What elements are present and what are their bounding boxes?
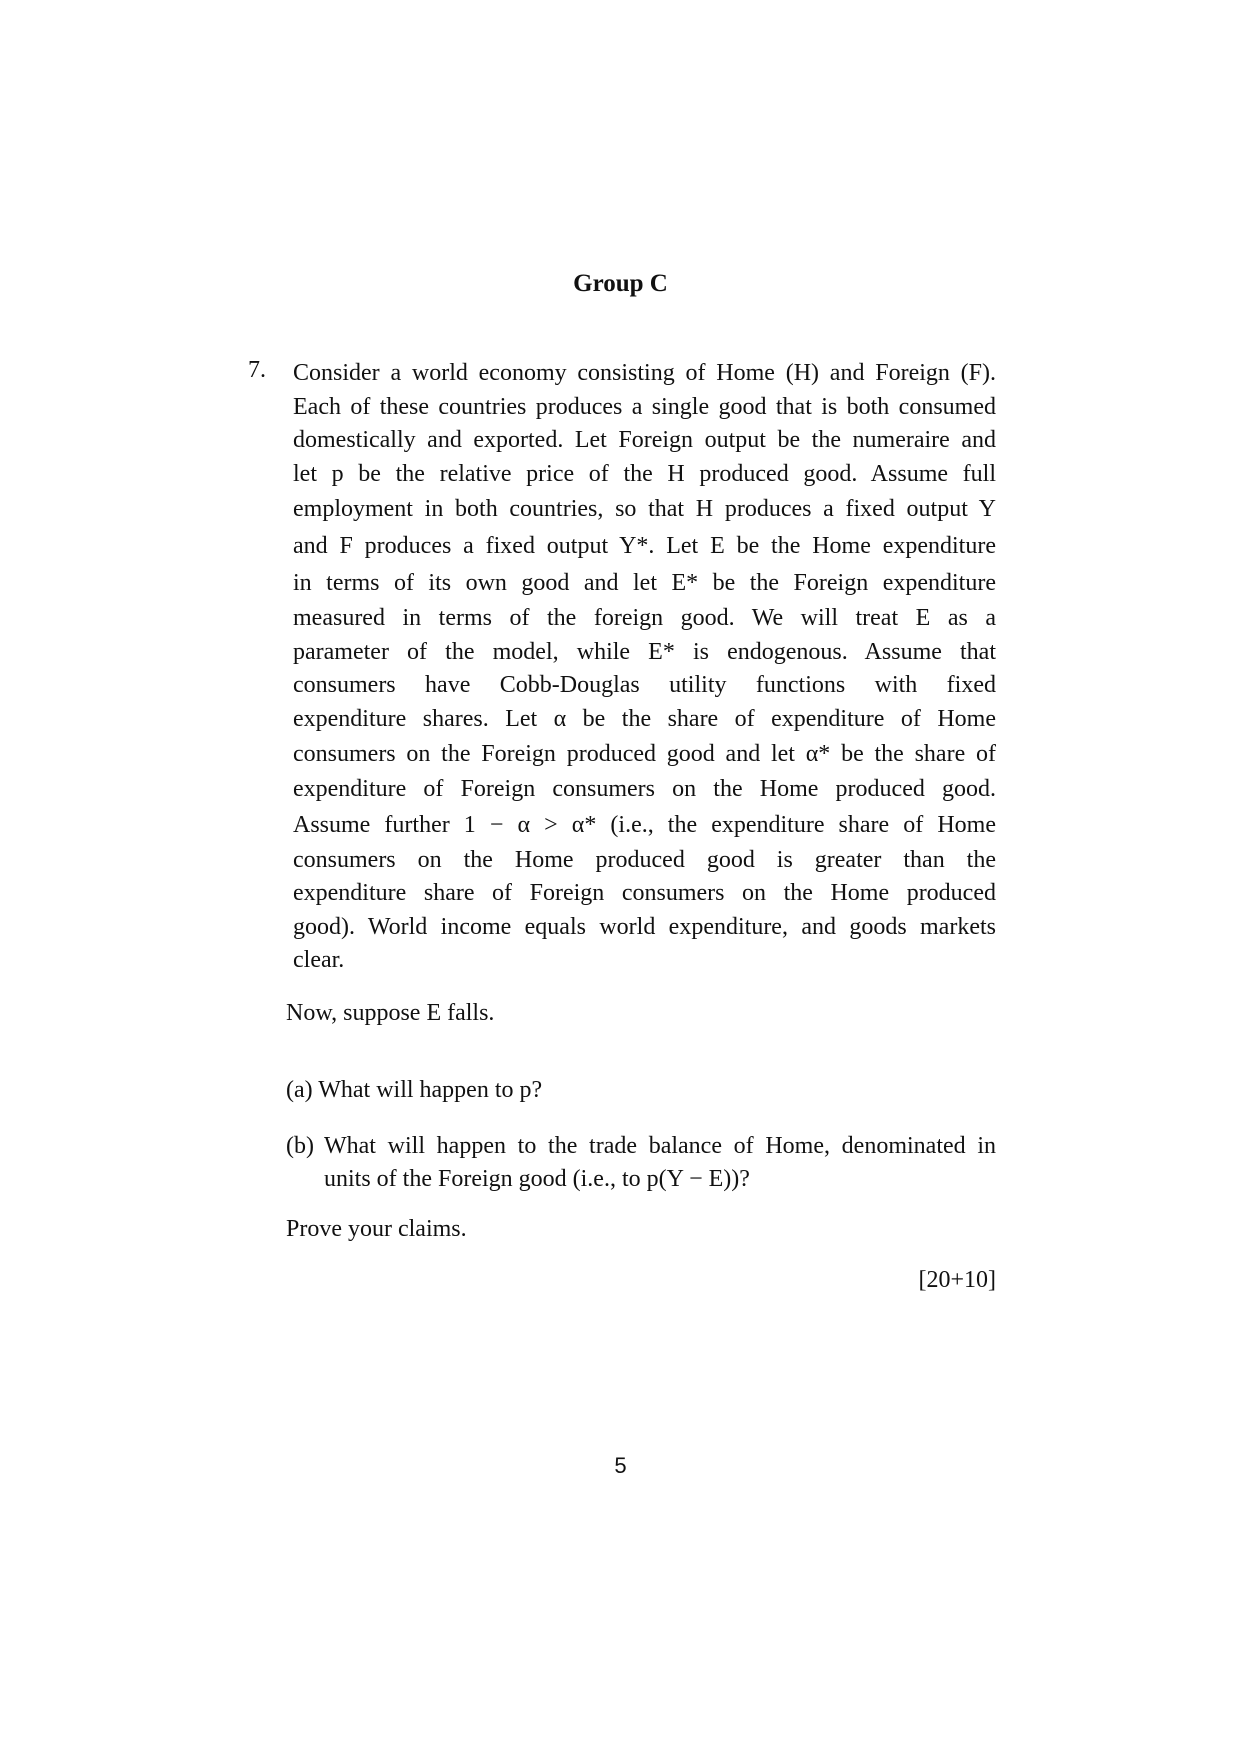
part-text: units of the Foreign good (i.e., to p(Y − E))? [324, 1166, 750, 1192]
question-line: expenditure share of Foreign consumers on the Home produced [293, 880, 996, 906]
closing-instruction: Prove your claims. [286, 1216, 467, 1242]
part-text: What will happen to p? [318, 1077, 543, 1103]
part-label: (b) [286, 1133, 314, 1159]
question-line: and F produces a fixed output Y*. Let E be the Home expenditure [293, 533, 996, 559]
question-body [293, 357, 996, 978]
question-line: consumers have Cobb-Douglas utility functions with fixed [293, 672, 996, 698]
prompt-text: Now, suppose E falls. [286, 1000, 495, 1026]
page-number: 5 [614, 1453, 627, 1478]
question-line: expenditure shares. Let α be the share of expenditure of Home [293, 705, 996, 732]
marks-allocation: [20+10] [918, 1267, 996, 1293]
question-line: let p be the relative price of the H produced good. Assume full [293, 460, 996, 487]
question-line: consumers on the Foreign produced good and let α* be the share of [293, 741, 996, 767]
question-line: Consider a world economy consisting of Home (H) and Foreign (F). [293, 360, 996, 386]
question-line: Each of these countries produces a single good that is both consumed [293, 393, 996, 420]
question-line: domestically and exported. Let Foreign output be the numeraire and [293, 427, 996, 453]
question-line: Assume further 1 − α > α* (i.e., the expenditure share of Home [293, 811, 996, 838]
question-number: 7. [248, 357, 266, 383]
question-line: expenditure of Foreign consumers on the Home produced good. [293, 776, 996, 802]
part-a [286, 1074, 542, 1107]
part-text: What will happen to the trade balance of Home, denominated in [324, 1133, 996, 1159]
part-b [286, 1130, 996, 1196]
question-line: employment in both countries, so that H produces a fixed output Y [293, 496, 996, 522]
question-line: parameter of the model, while E* is endogenous. Assume that [293, 638, 996, 665]
question-line: consumers on the Home produced good is greater than the [293, 846, 996, 873]
question-line: good). World income equals world expenditure, and goods markets [293, 913, 996, 940]
question-line: measured in terms of the foreign good. We will treat E as a [293, 605, 996, 631]
question-line: in terms of its own good and let E* be the Foreign expenditure [293, 570, 996, 596]
question-line: clear. [293, 947, 345, 973]
section-heading: Group C [573, 270, 668, 297]
part-label: (a) [286, 1077, 313, 1103]
